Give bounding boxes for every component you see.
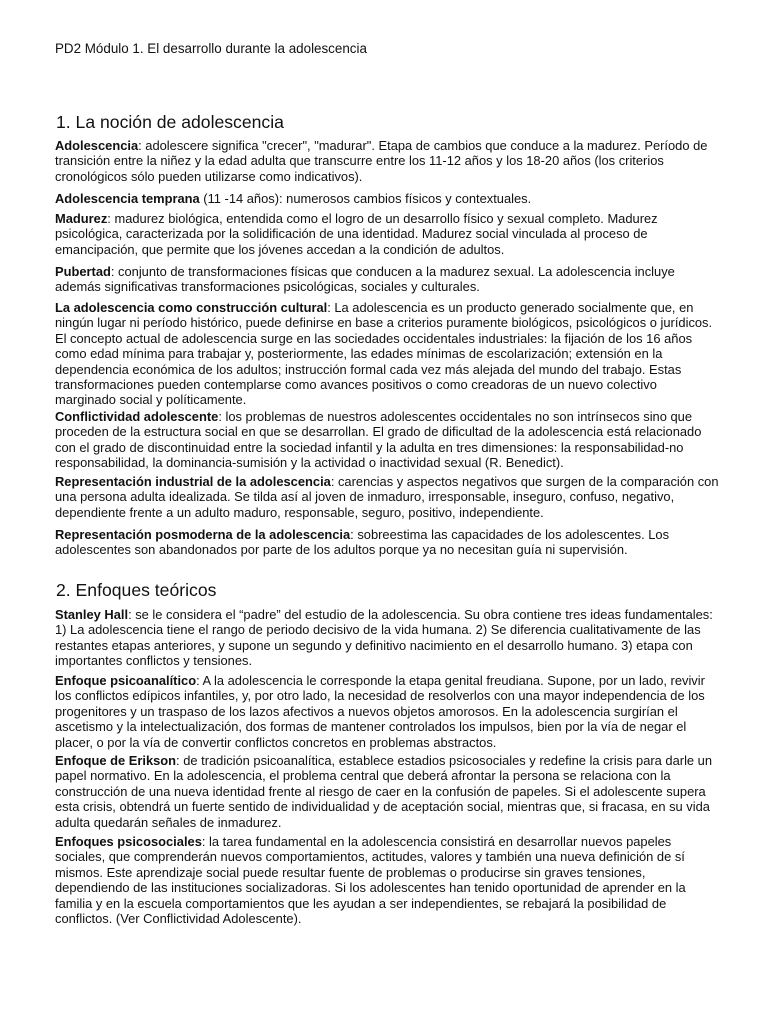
definition-conflictividad xyxy=(55,409,720,471)
definition-adolescencia xyxy=(55,138,720,184)
term-label: Enfoques psicosociales xyxy=(55,834,202,849)
term-label: Pubertad xyxy=(55,264,111,279)
term-label: Adolescencia temprana xyxy=(55,191,200,206)
term-label: Enfoque psicoanalítico xyxy=(55,673,197,688)
definition-construccion-cultural xyxy=(55,300,720,408)
definition-text: : se le considera el “padre” del estudio de la adolescencia. Su obra contiene tres ideas fundamentales: 1) La adolescencia tiene el rango de periodo decisivo de la vida humana. 2) Se diferencia cualitativamente de las restantes etapas anteriores, y supone un segundo y definitivo nacimiento en el desarrollo humano. 3) etapa con importantes conflictos y tensiones. xyxy=(55,607,713,669)
section-2-heading: 2. Enfoques teóricos xyxy=(56,580,217,600)
definition-pubertad xyxy=(55,264,720,295)
definition-text: : madurez biológica, entendida como el logro de un desarrollo físico y sexual completo. Madurez psicológica, caracterizada por la solidificación de una identidad. Madurez social vinculada al proceso de emancipación, que permite que los jóvenes accedan a la condición de adultos. xyxy=(55,211,658,257)
definition-representacion-industrial xyxy=(55,474,720,520)
definition-text: : de tradición psicoanalítica, establece estadios psicosociales y redefine la crisis para darle un papel normativo. En la adolescencia, el problema central que deberá afrontar la persona se relaciona con la construcción de una nueva identidad frente al riesgo de caer en la confusión de papeles. Si el adolescente supera esta crisis, obtendrá un fuerte sentido de individualidad y de aceptación social, mientras que, si fracasa, en su vida adulta quedarán señales de inmadurez. xyxy=(55,753,713,830)
definition-text: : La adolescencia es un producto generado socialmente que, en ningún lugar ni período histórico, puede definirse en base a criterios puramente biológicos, psicológicos o jurídicos. El concepto actual de adolescencia surge en las sociedades occidentales industriales: la fijación de los 16 años como edad mínima para trabajar y, posteriormente, las edades mínimas de escolarización; extensión en la dependencia económica de los adultos; instrucción formal cada vez más alejada del mundo del trabajo. Estas transformaciones pueden contemplarse como avances positivos o como creadoras de un nuevo colectivo marginado social y políticamente. xyxy=(55,300,713,408)
definition-text: : conjunto de transformaciones físicas que conducen a la madurez sexual. La adolescencia incluye además significativas transformaciones psicológicas, sociales y culturales. xyxy=(55,264,675,295)
definition-text: : la tarea fundamental en la adolescencia consistirá en desarrollar nuevos papeles sociales, que comprenderán nuevos comportamientos, actitudes, valores y también una nueva definición de sí mismos. Este aprendizaje social puede resultar fuente de problemas o producirse sin graves tensiones, dependiendo de las instituciones socializadoras. Si los adolescentes han tenido oportunidad de aprender en la familia y en la escuela comportamientos que les ayudan a ser independientes, se rebajará la posibilidad de conflictos. (Ver Conflictividad Adolescente). xyxy=(55,834,686,927)
term-label: Representación posmoderna de la adolescencia xyxy=(55,527,351,542)
term-label: Stanley Hall xyxy=(55,607,129,622)
term-label: Madurez xyxy=(55,211,108,226)
definition-representacion-posmoderna xyxy=(55,527,720,558)
section-1-heading: 1. La noción de adolescencia xyxy=(56,112,284,132)
definition-text: : los problemas de nuestros adolescentes occidentales no son intrínsecos sino que proceden de la estructura social en que se desarrollan. El grado de dificultad de la adolescencia está relacionado con el grado de discontinuidad entre la sociedad infantil y la adulta en tres dimensiones: la responsabilidad-no responsabilidad, la dominancia-sumisión y la actividad o inactividad sexual (R. Benedict). xyxy=(55,409,702,471)
definition-adolescencia-temprana xyxy=(55,191,720,206)
term-label: Representación industrial de la adolescencia xyxy=(55,474,331,489)
definition-text: : A la adolescencia le corresponde la etapa genital freudiana. Supone, por un lado, revivir los conflictos edípicos infantiles, y, por otro lado, la necesidad de resolverlos con una mayor independencia de los progenitores y un traspaso de los lazos afectivos a nuevos objetos amorosos. En la adolescencia surgirían el ascetismo y la intelectualización, dos formas de mantener controlados los impulsos, bien por la vía de negar el placer, o por la vía de convertir conflictos concretos en problemas abstractos. xyxy=(55,673,705,750)
approach-psicoanalitico xyxy=(55,673,720,750)
definition-text: (11 -14 años): numerosos cambios físicos y contextuales. xyxy=(199,191,532,206)
approach-stanley-hall xyxy=(55,607,720,669)
definition-text: : adolescere significa "crecer", "madurar". Etapa de cambios que conduce a la madurez. Período de transición entre la niñez y la edad adulta que transcurre entre los 11-12 años y los 18-20 años (los criterios cronológicos sólo pueden utilizarse como indicativos). xyxy=(55,138,708,184)
definition-madurez xyxy=(55,211,720,257)
term-label: Adolescencia xyxy=(55,138,139,153)
term-label: Conflictividad adolescente xyxy=(55,409,219,424)
term-label: La adolescencia como construcción cultural xyxy=(55,300,328,315)
approach-erikson xyxy=(55,753,720,830)
page-header: PD2 Módulo 1. El desarrollo durante la adolescencia xyxy=(55,41,367,56)
term-label: Enfoque de Erikson xyxy=(55,753,177,768)
definition-text: : carencias y aspectos negativos que surgen de la comparación con una persona adulta idealizada. Se tilda así al joven de inmaduro, irresponsable, inseguro, confuso, negativo, dependiente frente a un adulto maduro, responsable, seguro, positivo, independiente. xyxy=(55,474,719,520)
approach-psicosociales xyxy=(55,834,720,926)
definition-text: : sobreestima las capacidades de los adolescentes. Los adolescentes son abandonados por parte de los adultos porque ya no necesitan guía ni supervisión. xyxy=(55,527,670,558)
